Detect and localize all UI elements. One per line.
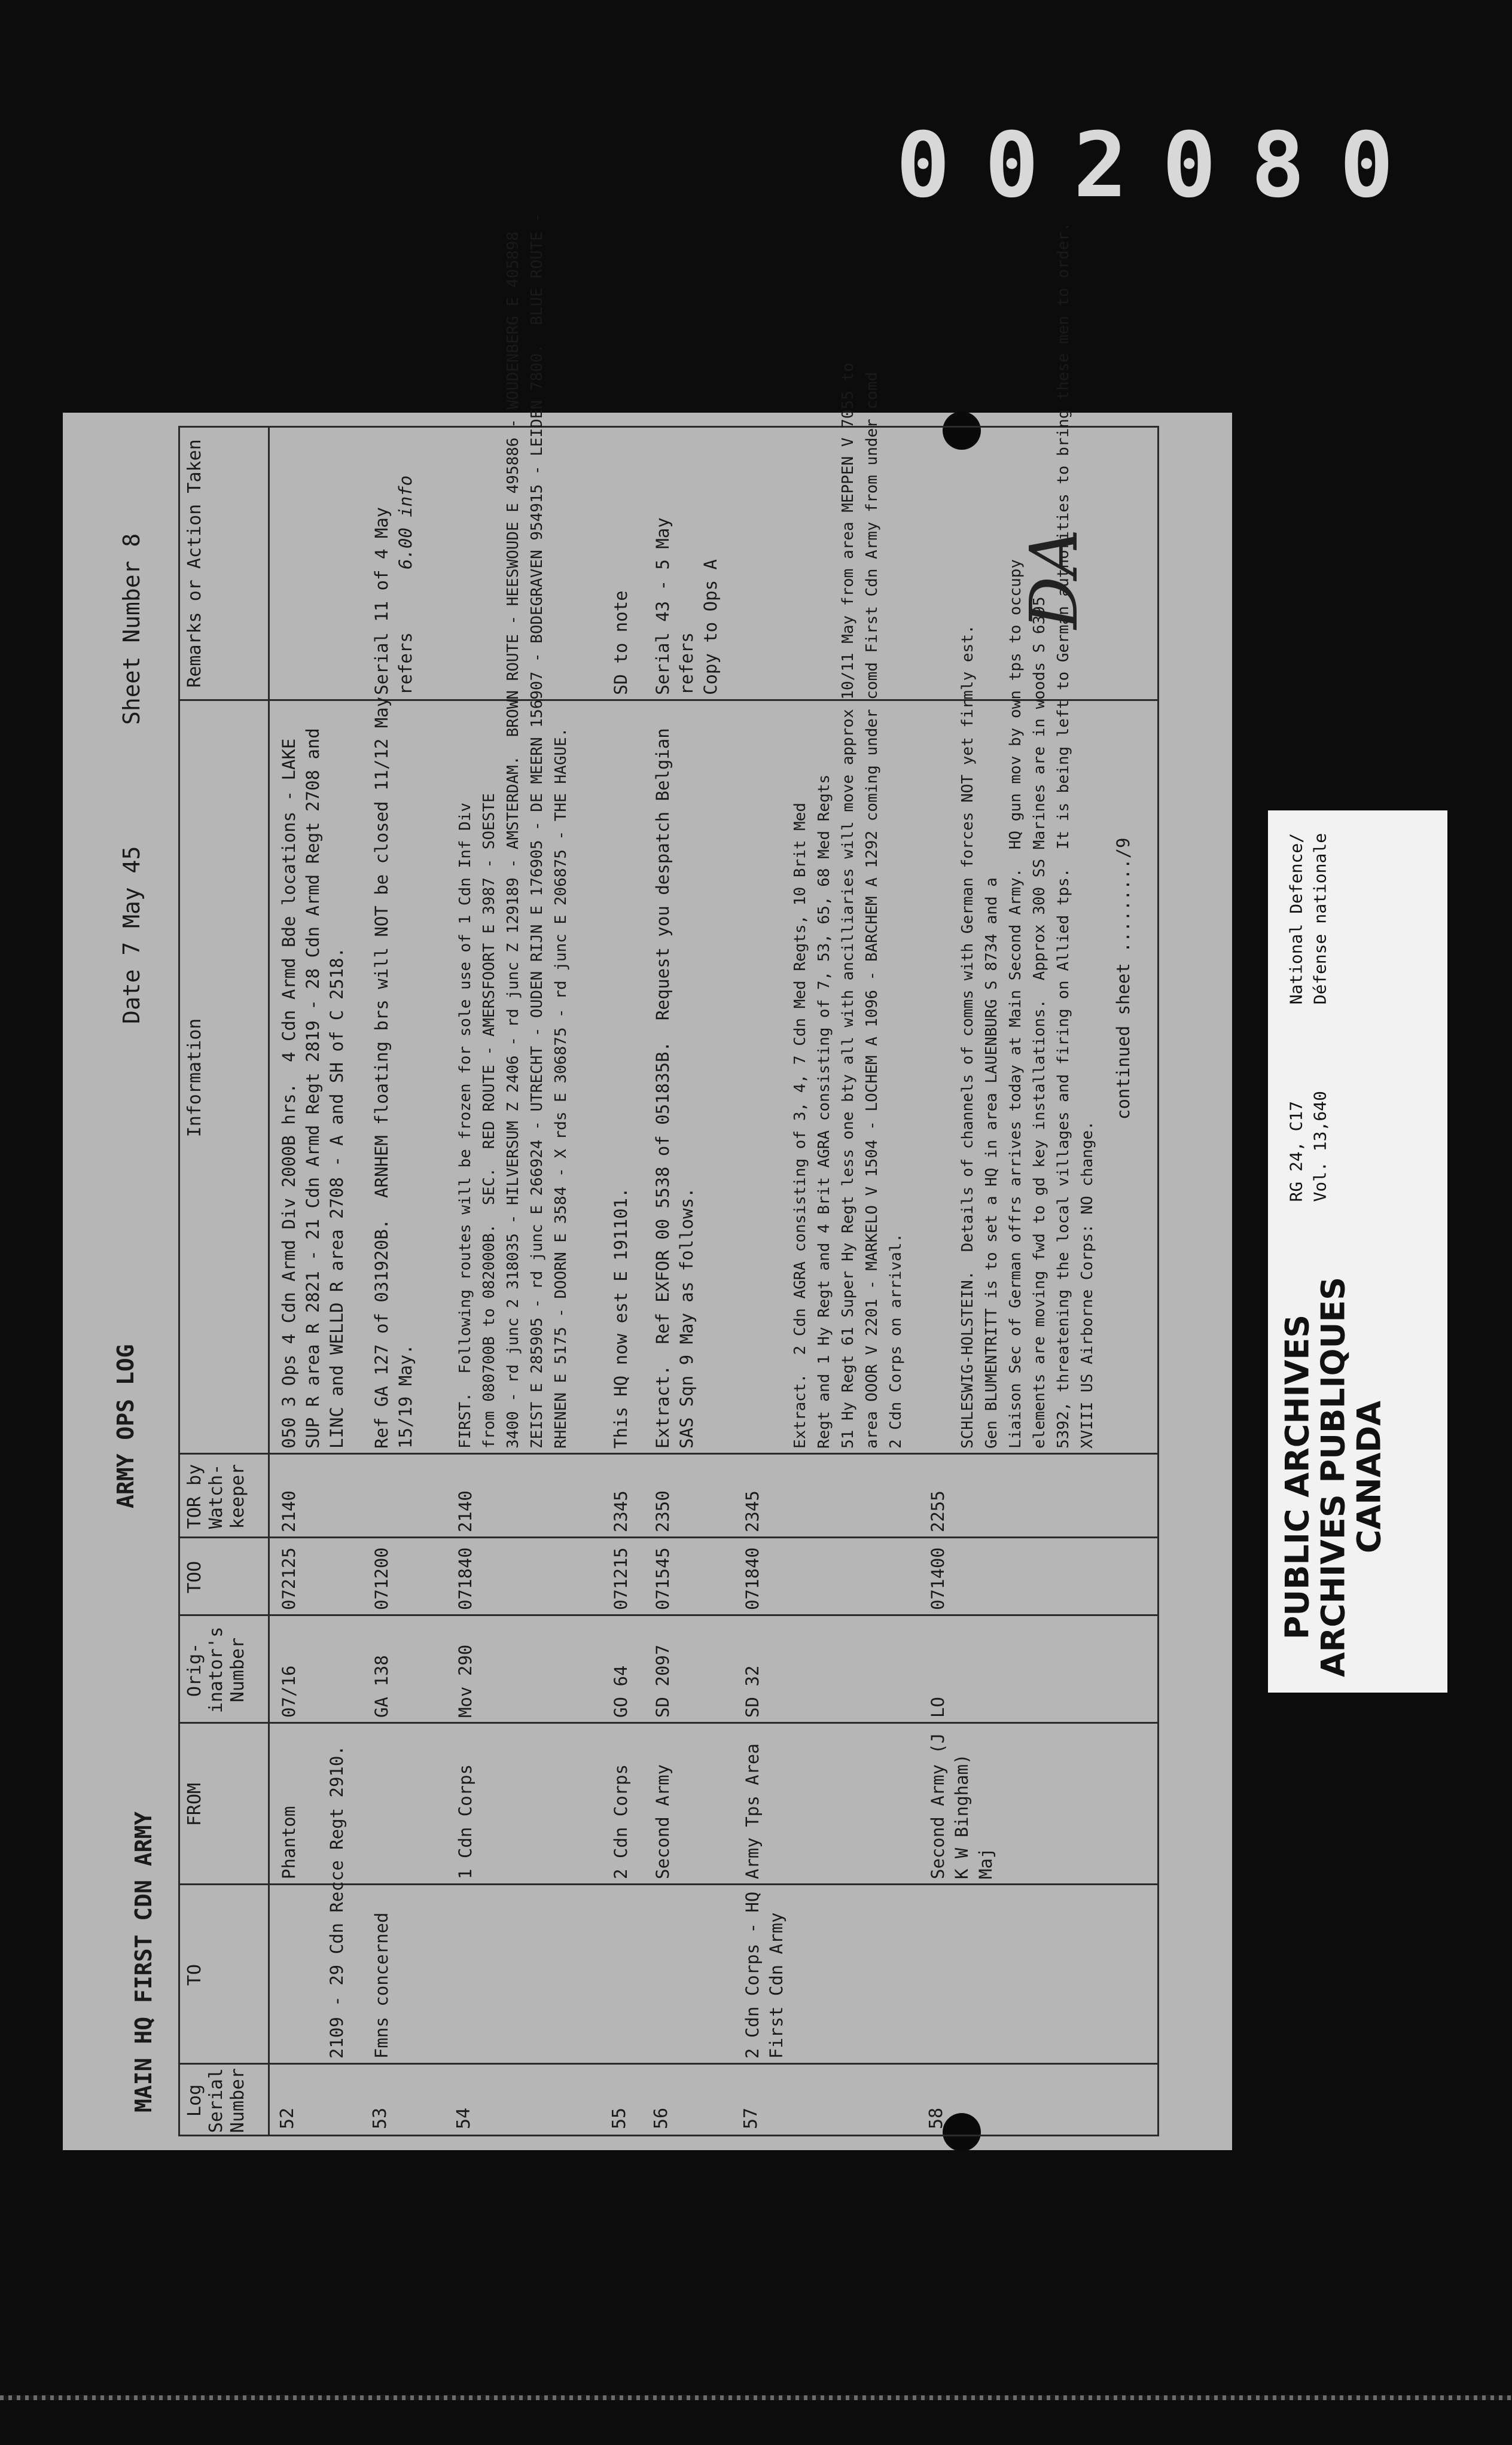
entry-53-to: Fmns concerned <box>371 1912 392 2059</box>
entry-52-too: 072125 <box>279 1547 299 1610</box>
header-remarks: Remarks or Action Taken <box>184 439 205 688</box>
entry-54-too: 071840 <box>455 1547 475 1610</box>
header-information: Information <box>184 1018 205 1138</box>
log-date: Date 7 May 45 <box>118 846 145 1024</box>
log-table <box>178 212 1159 2136</box>
entry-58-info: SCHLESWIG-HOLSTEIN. Details of channels of comms with German forces NOT yet firmly est. Gen BLUMENTRITT is to set a HQ in area LAUENBURG S 8734 and a Liaison Sec of German offrs arrives today at Main Second Army. HQ gun mov by own tps to occupy elements are moving fwd to gd key installations. Approx 300 SS Marines are in woods S 6395 - 5392, threatening the local villages and firing on Allied tps. It is being left to German authorities to bring these men to order. XVIII US Airborne Corps: NO change. <box>959 222 1096 1449</box>
entry-55-from: 2 Cdn Corps <box>611 1764 631 1879</box>
header-tor: TOR by Watch-keeper <box>184 1464 248 1529</box>
entry-57-orig: SD 32 <box>742 1665 763 1718</box>
entry-56-info: Extract. Ref EXFOR 00 5538 of 051835B. Request you despatch Belgian SAS Sqn 9 May as follows. <box>653 728 697 1449</box>
serial-53: 53 <box>370 2107 391 2129</box>
archive-ref-1: RG 24, C17 <box>1286 1100 1306 1202</box>
entry-57-from: Army Tps Area <box>742 1743 763 1879</box>
entry-54-tor: 2140 <box>455 1490 475 1532</box>
continued-note: continued sheet ........./9 <box>1113 837 1133 1120</box>
entry-56-from: Second Army <box>653 1764 673 1879</box>
entry-54-from: 1 Cdn Corps <box>455 1764 475 1879</box>
film-edge <box>0 2395 1512 2400</box>
entry-52-tor: 2140 <box>279 1490 299 1532</box>
entry-52-orig: 07/16 <box>279 1665 299 1718</box>
entry-57-to: 2 Cdn Corps - HQ First Cdn Army <box>742 1891 787 2059</box>
entry-54-orig: Mov 290 <box>455 1644 475 1718</box>
serial-57: 57 <box>740 2107 761 2129</box>
sheet-number: Sheet Number 8 <box>118 533 145 725</box>
entry-55-orig: GO 64 <box>611 1665 631 1718</box>
log-title: ARMY OPS LOG <box>112 1344 139 1508</box>
archive-label <box>1268 810 1447 1693</box>
entry-55-info: This HQ now est E 191101. <box>611 1187 631 1449</box>
entry-55-remarks: SD to note <box>611 590 631 695</box>
entry-54-info: FIRST. Following routes will be frozen for sole use of 1 Cdn Inf Div from 080700B to 082000B. SEC. RED ROUTE - AMERSFOORT E 3987 - SOESTE 3400 - rd junc 2 318035 - HILVERSUM Z 2406 - rd junc Z 129189 - AMSTERDAM. BROWN ROUTE - HEESWOUDE E 495886 - WOUDENBERG E 405898 ZEIST E 285905 - rd junc E 266924 - UTRECHT - OUDEN RIJN E 176905 - DE MEERN 156907 - BODEGRAVEN 954915 - LEIDEN 7800. BLUE ROUTE - RHENEN E 5175 - DOORN E 3584 - X rds E 306875 - rd junc E 206875 - THE HAGUE. <box>456 212 570 1449</box>
entry-52-cont: 2109 - 29 Cdn Recce Regt 2910. <box>327 1745 347 2059</box>
serial-54: 54 <box>453 2107 474 2129</box>
entry-53-info: Ref GA 127 of 031920B. ARNHEM floating brs will NOT be closed 11/12 May 15/19 May. <box>371 696 416 1449</box>
header-serial: Log Serial Number <box>184 2068 248 2133</box>
frame-number: 002080 <box>896 114 1428 218</box>
handwritten-note: 6.00 info <box>395 475 416 569</box>
header-too: TOO <box>184 1560 205 1594</box>
entry-55-too: 071215 <box>611 1547 631 1610</box>
ops-log-sheet <box>63 212 1232 2150</box>
entry-53-remarks: Serial 11 of 4 May refers <box>371 507 416 695</box>
handwritten-initials: DA <box>1016 529 1092 629</box>
archive-ref-2: Vol. 13,640 <box>1310 1091 1330 1202</box>
header-from: FROM <box>184 1782 205 1827</box>
entry-58-orig: LO <box>928 1697 948 1718</box>
serial-56: 56 <box>651 2107 672 2129</box>
serial-58: 58 <box>926 2107 947 2129</box>
archive-line-3: CANADA <box>1350 1400 1388 1554</box>
entry-57-tor: 2345 <box>742 1490 763 1532</box>
archive-line-1: PUBLIC ARCHIVES <box>1278 1314 1316 1640</box>
entry-56-orig: SD 2097 <box>653 1644 673 1718</box>
entry-56-remarks: Serial 43 - 5 May refers Copy to Ops A <box>653 517 721 695</box>
entry-52-from: Phantom <box>279 1806 299 1879</box>
log-canvas <box>94 212 1207 2136</box>
entry-57-too: 071840 <box>742 1547 763 1610</box>
archive-dept-en: National Defence/ <box>1286 833 1306 1005</box>
archive-label-canvas <box>1269 810 1448 1693</box>
header-originator: Orig-inator's Number <box>184 1626 248 1714</box>
entry-52-info: 050 3 Ops 4 Cdn Armd Div 2000B hrs. 4 Cdn Armd Bde locations - LAKE SUP R area R 2821 - 21 Cdn Armd Regt 2819 - 28 Cdn Armd Regt 2708 and LINC and WELLD R area 2708 - A and SH of C 2518. <box>279 728 347 1449</box>
entry-53-too: 071200 <box>371 1547 392 1610</box>
header-to: TO <box>184 1964 205 1986</box>
archive-dept-fr: Défense nationale <box>1310 833 1330 1005</box>
entry-56-too: 071545 <box>653 1547 673 1610</box>
entry-53-orig: GA 138 <box>371 1655 392 1718</box>
entry-58-too: 071400 <box>928 1547 948 1610</box>
entry-56-tor: 2350 <box>653 1490 673 1532</box>
entry-58-from: Second Army (J K W Bingham) Maj <box>928 1733 996 1879</box>
serial-52: 52 <box>277 2107 298 2129</box>
serial-55: 55 <box>609 2107 630 2129</box>
entry-57-info: Extract. 2 Cdn AGRA consisting of 3, 4, 7 Cdn Med Regts, 10 Brit Med Regt and 1 Hy Regt and 4 Brit AGRA consisting of 7, 53, 65, 68 Med Regts 51 Hy Regt 61 Super Hy Regt less one bty all with ancilliaries will move approx 10/11 May from area MEPPEN V 7055 to area OOOR V 2201 - MARKELO V 1504 - LOCHEM A 1096 - BARCHEM A 1292 coming under comd First Cdn Army from under comd 2 Cdn Corps on arrival. <box>791 362 905 1449</box>
archive-line-2: ARCHIVES PUBLIQUES <box>1314 1276 1352 1678</box>
entry-55-tor: 2345 <box>611 1490 631 1532</box>
unit-heading: MAIN HQ FIRST CDN ARMY <box>130 1811 157 2112</box>
entry-58-tor: 2255 <box>928 1490 948 1532</box>
